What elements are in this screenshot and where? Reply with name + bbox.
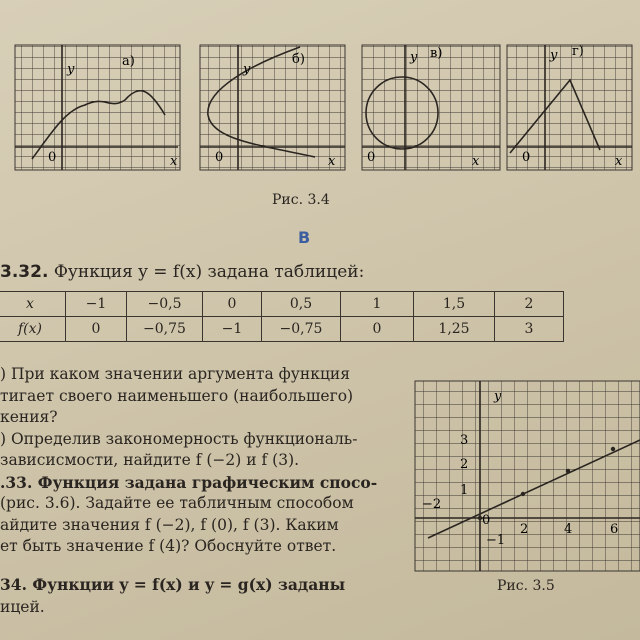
- panel-b-x: x: [328, 154, 336, 169]
- problem-334-line: ицей.: [0, 598, 45, 616]
- table-cell: 1,25: [414, 317, 495, 342]
- panel-c-origin: 0: [367, 150, 376, 165]
- panel-d-label: г): [572, 44, 584, 59]
- figure-3-4-caption: Рис. 3.4: [272, 192, 330, 208]
- problem-334-block: [0, 574, 345, 618]
- fig35-y-tick: −1: [486, 533, 506, 548]
- figure-3-5-graph: [410, 378, 640, 578]
- panel-d-origin: 0: [522, 150, 531, 165]
- row-header-fx: f(x): [0, 317, 66, 342]
- graph-panel-b: [200, 45, 345, 170]
- panel-d-y: y: [550, 48, 558, 63]
- fig35-x-tick: 4: [564, 522, 573, 537]
- graph-panel-c: [362, 45, 500, 170]
- table-cell: 0: [341, 317, 414, 342]
- fig35-x-tick: 0: [482, 513, 491, 528]
- table-cell: −0,75: [262, 317, 341, 342]
- problem-334-line: 34. Функции y = f(x) и y = g(x) заданы: [0, 575, 346, 594]
- problem-333-line: ет быть значение f (4)? Обоснуйте ответ.: [0, 537, 337, 555]
- panel-a-label: а): [122, 54, 135, 69]
- graph-panel-a: [15, 45, 180, 170]
- table-cell: 2: [495, 292, 564, 317]
- panel-b-y: y: [243, 62, 251, 77]
- problem-332-line: ) При каком значении аргумента функция: [0, 365, 351, 383]
- problem-333-line: .33. Функция задана графическим спосо-: [0, 472, 378, 492]
- panel-c-label: в): [430, 46, 443, 61]
- table-row-x: [0, 292, 564, 317]
- graph-panel-d: [507, 44, 632, 170]
- table-cell: −1: [66, 292, 127, 317]
- table-row-fx: [0, 317, 564, 342]
- table-cell: −1: [203, 317, 262, 342]
- fig35-y-tick: 3: [460, 433, 469, 448]
- fig35-y-tick: 1: [460, 483, 469, 498]
- panel-d-x: x: [615, 154, 623, 169]
- table-cell: −0,75: [127, 317, 203, 342]
- problem-332-title: [0, 262, 364, 282]
- problem-text-block: [0, 364, 400, 558]
- row-header-x: x: [0, 292, 66, 317]
- table-cell: 3: [495, 317, 564, 342]
- panel-a-y: y: [67, 62, 75, 77]
- table-cell: 1,5: [414, 292, 495, 317]
- problem-333-line: айдите значения f (−2), f (0), f (3). Каким: [0, 515, 339, 534]
- table-cell: 0: [203, 292, 262, 317]
- table-cell: −0,5: [127, 292, 203, 317]
- panel-b-origin: 0: [215, 150, 224, 165]
- fig35-y-tick: 2: [460, 457, 469, 472]
- table-cell: 0,5: [262, 292, 341, 317]
- section-letter: В: [298, 228, 311, 247]
- panel-c-y: y: [410, 50, 418, 65]
- problem-332-number: 3.32.: [0, 262, 49, 282]
- problem-332-line: кения?: [0, 408, 58, 426]
- panel-a-origin: 0: [48, 150, 57, 165]
- figure-3-4-graphs: [10, 35, 635, 185]
- fig35-x-tick: −2: [422, 497, 442, 512]
- fig35-y-label: y: [494, 389, 502, 404]
- fig35-x-tick: 6: [610, 522, 619, 537]
- panel-a-x: x: [170, 154, 178, 169]
- problem-332-statement: Функция y = f(x) задана таблицей:: [53, 262, 365, 282]
- problem-332-line: тигает своего наименьшего (наибольшего): [0, 386, 354, 405]
- table-cell: 1: [341, 292, 414, 317]
- problem-332-line: ) Определив закономерность функциональ-: [0, 429, 358, 448]
- panel-b-label: б): [292, 52, 305, 67]
- fig35-x-tick: 2: [520, 522, 529, 537]
- figure-3-5-caption: Рис. 3.5: [497, 578, 555, 594]
- problem-333-line: (рис. 3.6). Задайте ее табличным способом: [0, 494, 354, 512]
- function-value-table: [0, 291, 564, 342]
- table-cell: 0: [66, 317, 127, 342]
- problem-332-line: зависисмости, найдите f (−2) и f (3).: [0, 451, 300, 469]
- panel-c-x: x: [472, 154, 480, 169]
